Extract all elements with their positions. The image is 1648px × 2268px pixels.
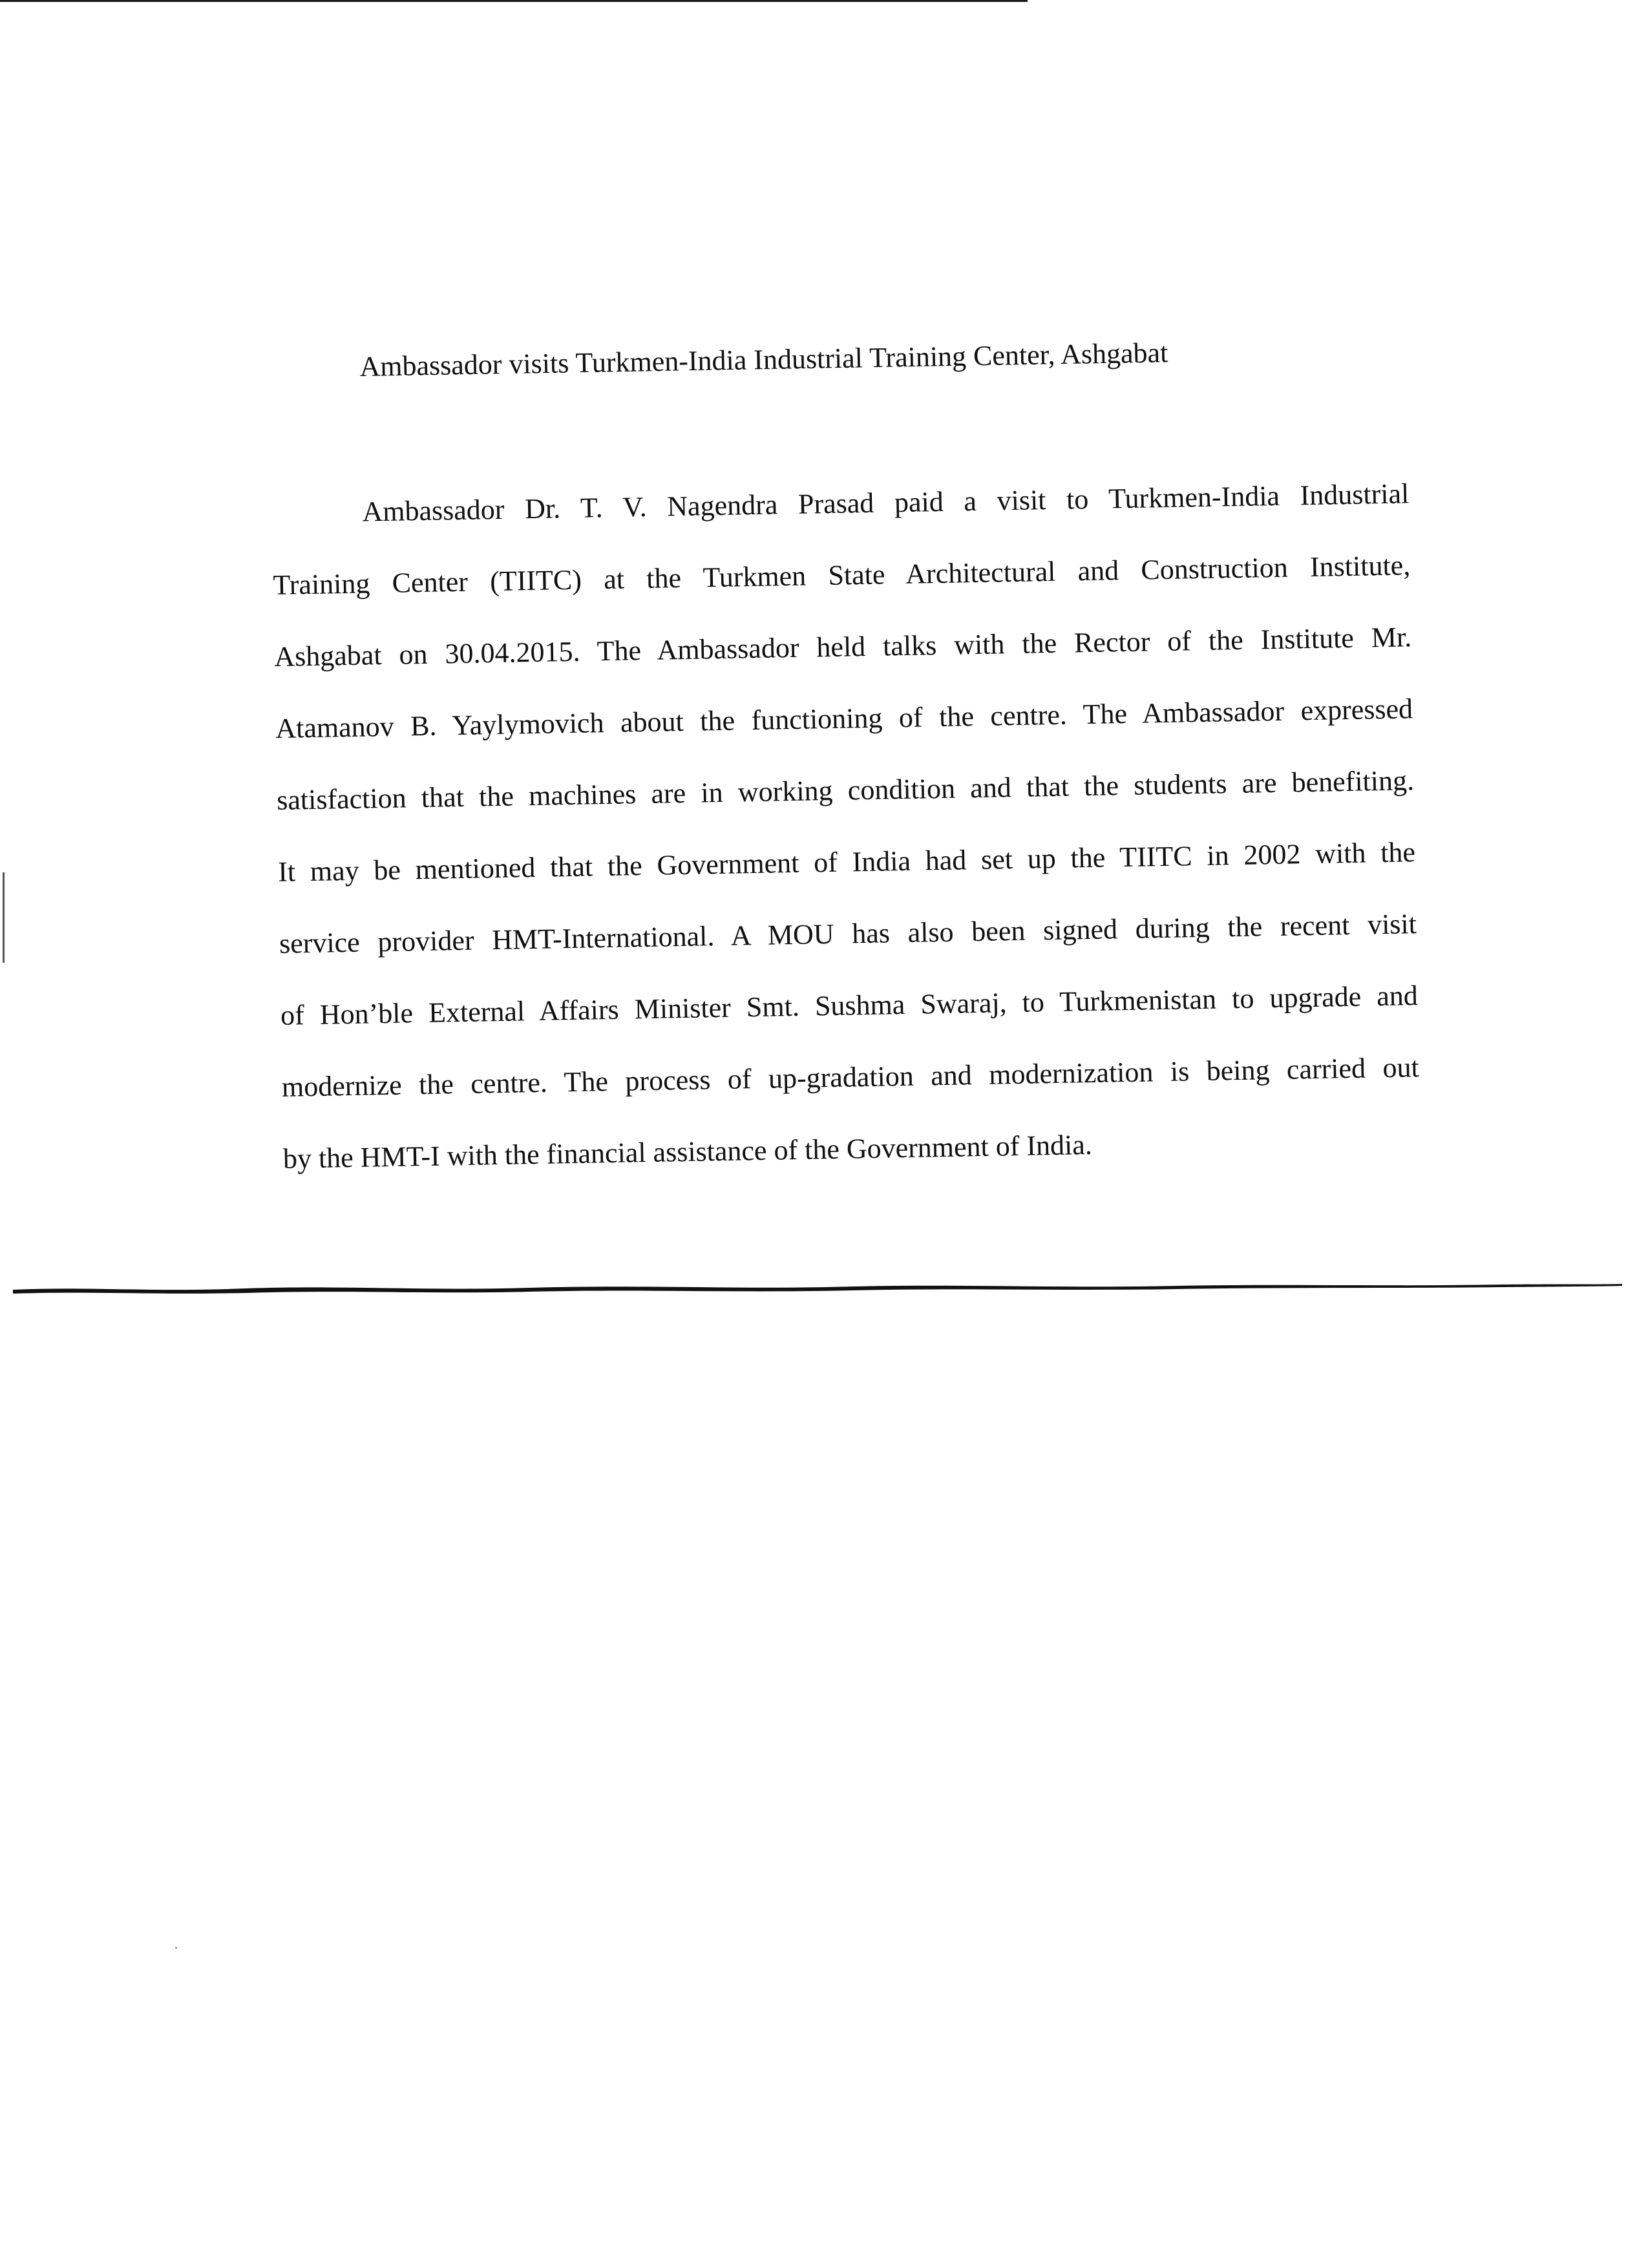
body-line: Atamanov B. Yaylymovich about the functioning of the centre. The Ambassador expressed: [275, 693, 1413, 744]
body-line: modernize the centre. The process of up-gradation and modernization is being carried out: [281, 1051, 1420, 1103]
body-line: service provider HMT-International. A MOU has also been signed during the recent visit: [279, 908, 1417, 960]
scan-edge-line: [0, 0, 1028, 2]
body-line: Ashgabat on 30.04.2015. The Ambassador held talks with the Rector of the Institute Mr.: [273, 621, 1412, 673]
document-title: Ambassador visits Turkmen-India Industrial Training Center, Ashgabat: [359, 337, 1168, 383]
document-body: [271, 474, 1421, 1212]
body-line: Ambassador Dr. T. V. Nagendra Prasad paid a visit to Turkmen-India Industrial: [362, 478, 1410, 528]
body-line: Training Center (TIITC) at the Turkmen State Architectural and Construction Institute,: [273, 549, 1411, 601]
body-line: by the HMT-I with the financial assistance of the Government of India.: [282, 1128, 1093, 1175]
body-line: of Hon’ble External Affairs Minister Smt. Sushma Swaraj, to Turkmenistan to upgrade and: [280, 980, 1419, 1031]
body-line: satisfaction that the machines are in working condition and that the students are benefiting.: [276, 764, 1415, 816]
scan-margin-mark: [3, 872, 5, 963]
scan-speck: [175, 1947, 177, 1949]
end-of-article-rule: [13, 1281, 1622, 1295]
body-line: It may be mentioned that the Government of India had set up the TIITC in 2002 with the: [277, 836, 1416, 888]
